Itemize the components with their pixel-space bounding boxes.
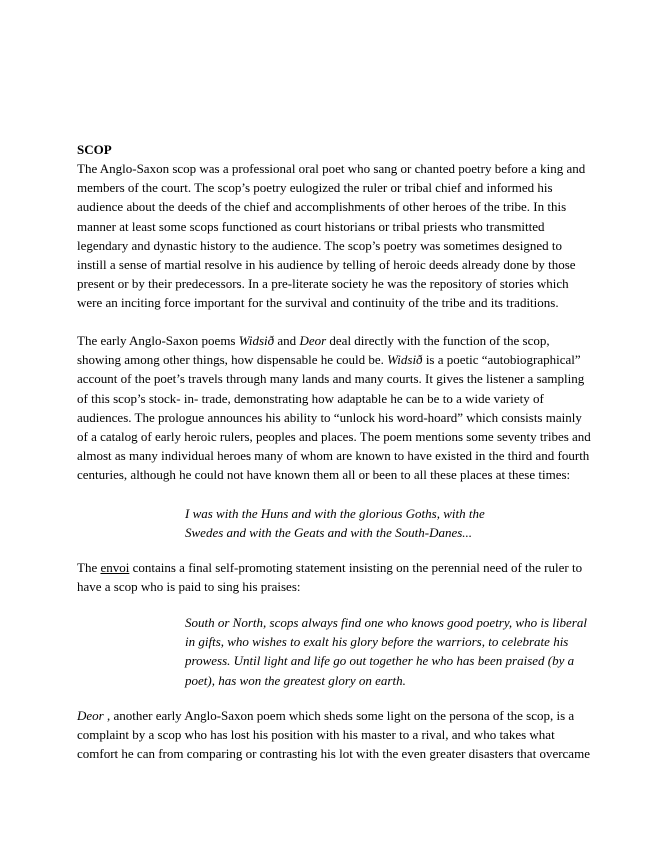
paragraph-line: of this scop’s stock- in- trade, demonstrating how adaptable he can be to a wide variety of	[77, 390, 544, 406]
text-run: deal directly with the function of the scop,	[326, 333, 550, 348]
quote-line: poet), has won the greatest glory on earth.	[185, 672, 406, 688]
envoi-term: envoi	[100, 560, 130, 575]
quote-line: South or North, scops always find one who knows good poetry, who is liberal	[185, 615, 587, 630]
document-title: SCOP	[77, 142, 112, 157]
poem-title-widsith: Widsið	[387, 352, 423, 368]
paragraph-envoi	[77, 558, 617, 596]
paragraph-line	[77, 558, 617, 577]
paragraph-line	[77, 331, 617, 350]
block-quote-widsith	[185, 504, 585, 542]
quote-line: prowess. Until light and life go out together he who has been praised (by a	[185, 653, 575, 669]
paragraph-scop-intro	[77, 159, 617, 313]
text-run: and	[274, 333, 300, 348]
block-quote-envoi	[185, 613, 610, 690]
text-run: , another early Anglo-Saxon poem which sheds some light on the persona of the scop, is a	[103, 708, 575, 723]
paragraph-line: instill a sense of martial resolve in his audience by telling of heroic deeds already done by those	[77, 257, 576, 273]
paragraph-line: manner at least some scops functioned as court historians or tribal priests who transmitted	[77, 218, 545, 234]
paragraph-line: legendary and dynastic history to the audience. The scop’s poetry was sometimes designed to	[77, 237, 562, 253]
paragraph-line: have a scop who is paid to sing his praises:	[77, 579, 301, 595]
paragraph-line: of a catalog of early heroic rulers, peoples and places. The poem mentions some seventy tribes and	[77, 429, 591, 445]
paragraph-line: audiences. The prologue announces his ability to “unlock his word-hoard” which consists mainly	[77, 409, 582, 425]
poem-title-deor: Deor	[299, 333, 327, 348]
quote-line: in gifts, who wishes to exalt his glory before the warriors, to celebrate his	[185, 634, 569, 650]
paragraph-line: The Anglo-Saxon scop was a professional oral poet who sang or chanted poetry before a king and	[77, 161, 586, 176]
quote-line: I was with the Huns and with the glorious Goths, with the	[185, 506, 485, 521]
paragraph-line: comfort he can from comparing or contrasting his lot with the even greater disasters that overcame	[77, 746, 590, 762]
paragraph-widsith-deor	[77, 331, 617, 485]
text-run: is a poetic “autobiographical”	[422, 352, 581, 368]
paragraph-line: almost as many individual heroes many of whom are known to have existed in the third and fourth	[77, 448, 590, 464]
paragraph-line: account of the poet’s travels through many lands and many courts. It gives the listener a sampling	[77, 371, 585, 387]
paragraph-line: complaint by a scop who has lost his position with his master to a rival, and who takes what	[77, 727, 555, 743]
text-run: contains a final self-promoting statement insisting on the perennial need of the ruler to	[129, 560, 583, 575]
paragraph-line: were an inciting force important for the survival and continuity of the tribe and its traditions.	[77, 295, 559, 311]
text-run: showing among other things, how dispensable he could be.	[77, 352, 388, 368]
paragraph-line	[77, 350, 617, 369]
poem-title-widsith: Widsið	[238, 333, 275, 348]
poem-title-deor: Deor	[77, 708, 104, 723]
paragraph-deor	[77, 706, 617, 764]
paragraph-line	[77, 706, 617, 725]
paragraph-line: audience about the deeds of the chief and accomplishments of other heroes of the tribe. In this	[77, 199, 567, 215]
quote-line: Swedes and with the Geats and with the South-Danes...	[185, 525, 473, 541]
text-run: The early Anglo-Saxon poems	[77, 333, 239, 348]
text-run: The	[77, 560, 101, 575]
paragraph-line: members of the court. The scop’s poetry eulogized the ruler or tribal chief and informed his	[77, 180, 553, 196]
paragraph-line: present or by their predecessors. In a pre-literate society he was the repository of stories which	[77, 276, 569, 292]
paragraph-line: centuries, although he could not have known them all or been to all these places at these times:	[77, 467, 571, 483]
